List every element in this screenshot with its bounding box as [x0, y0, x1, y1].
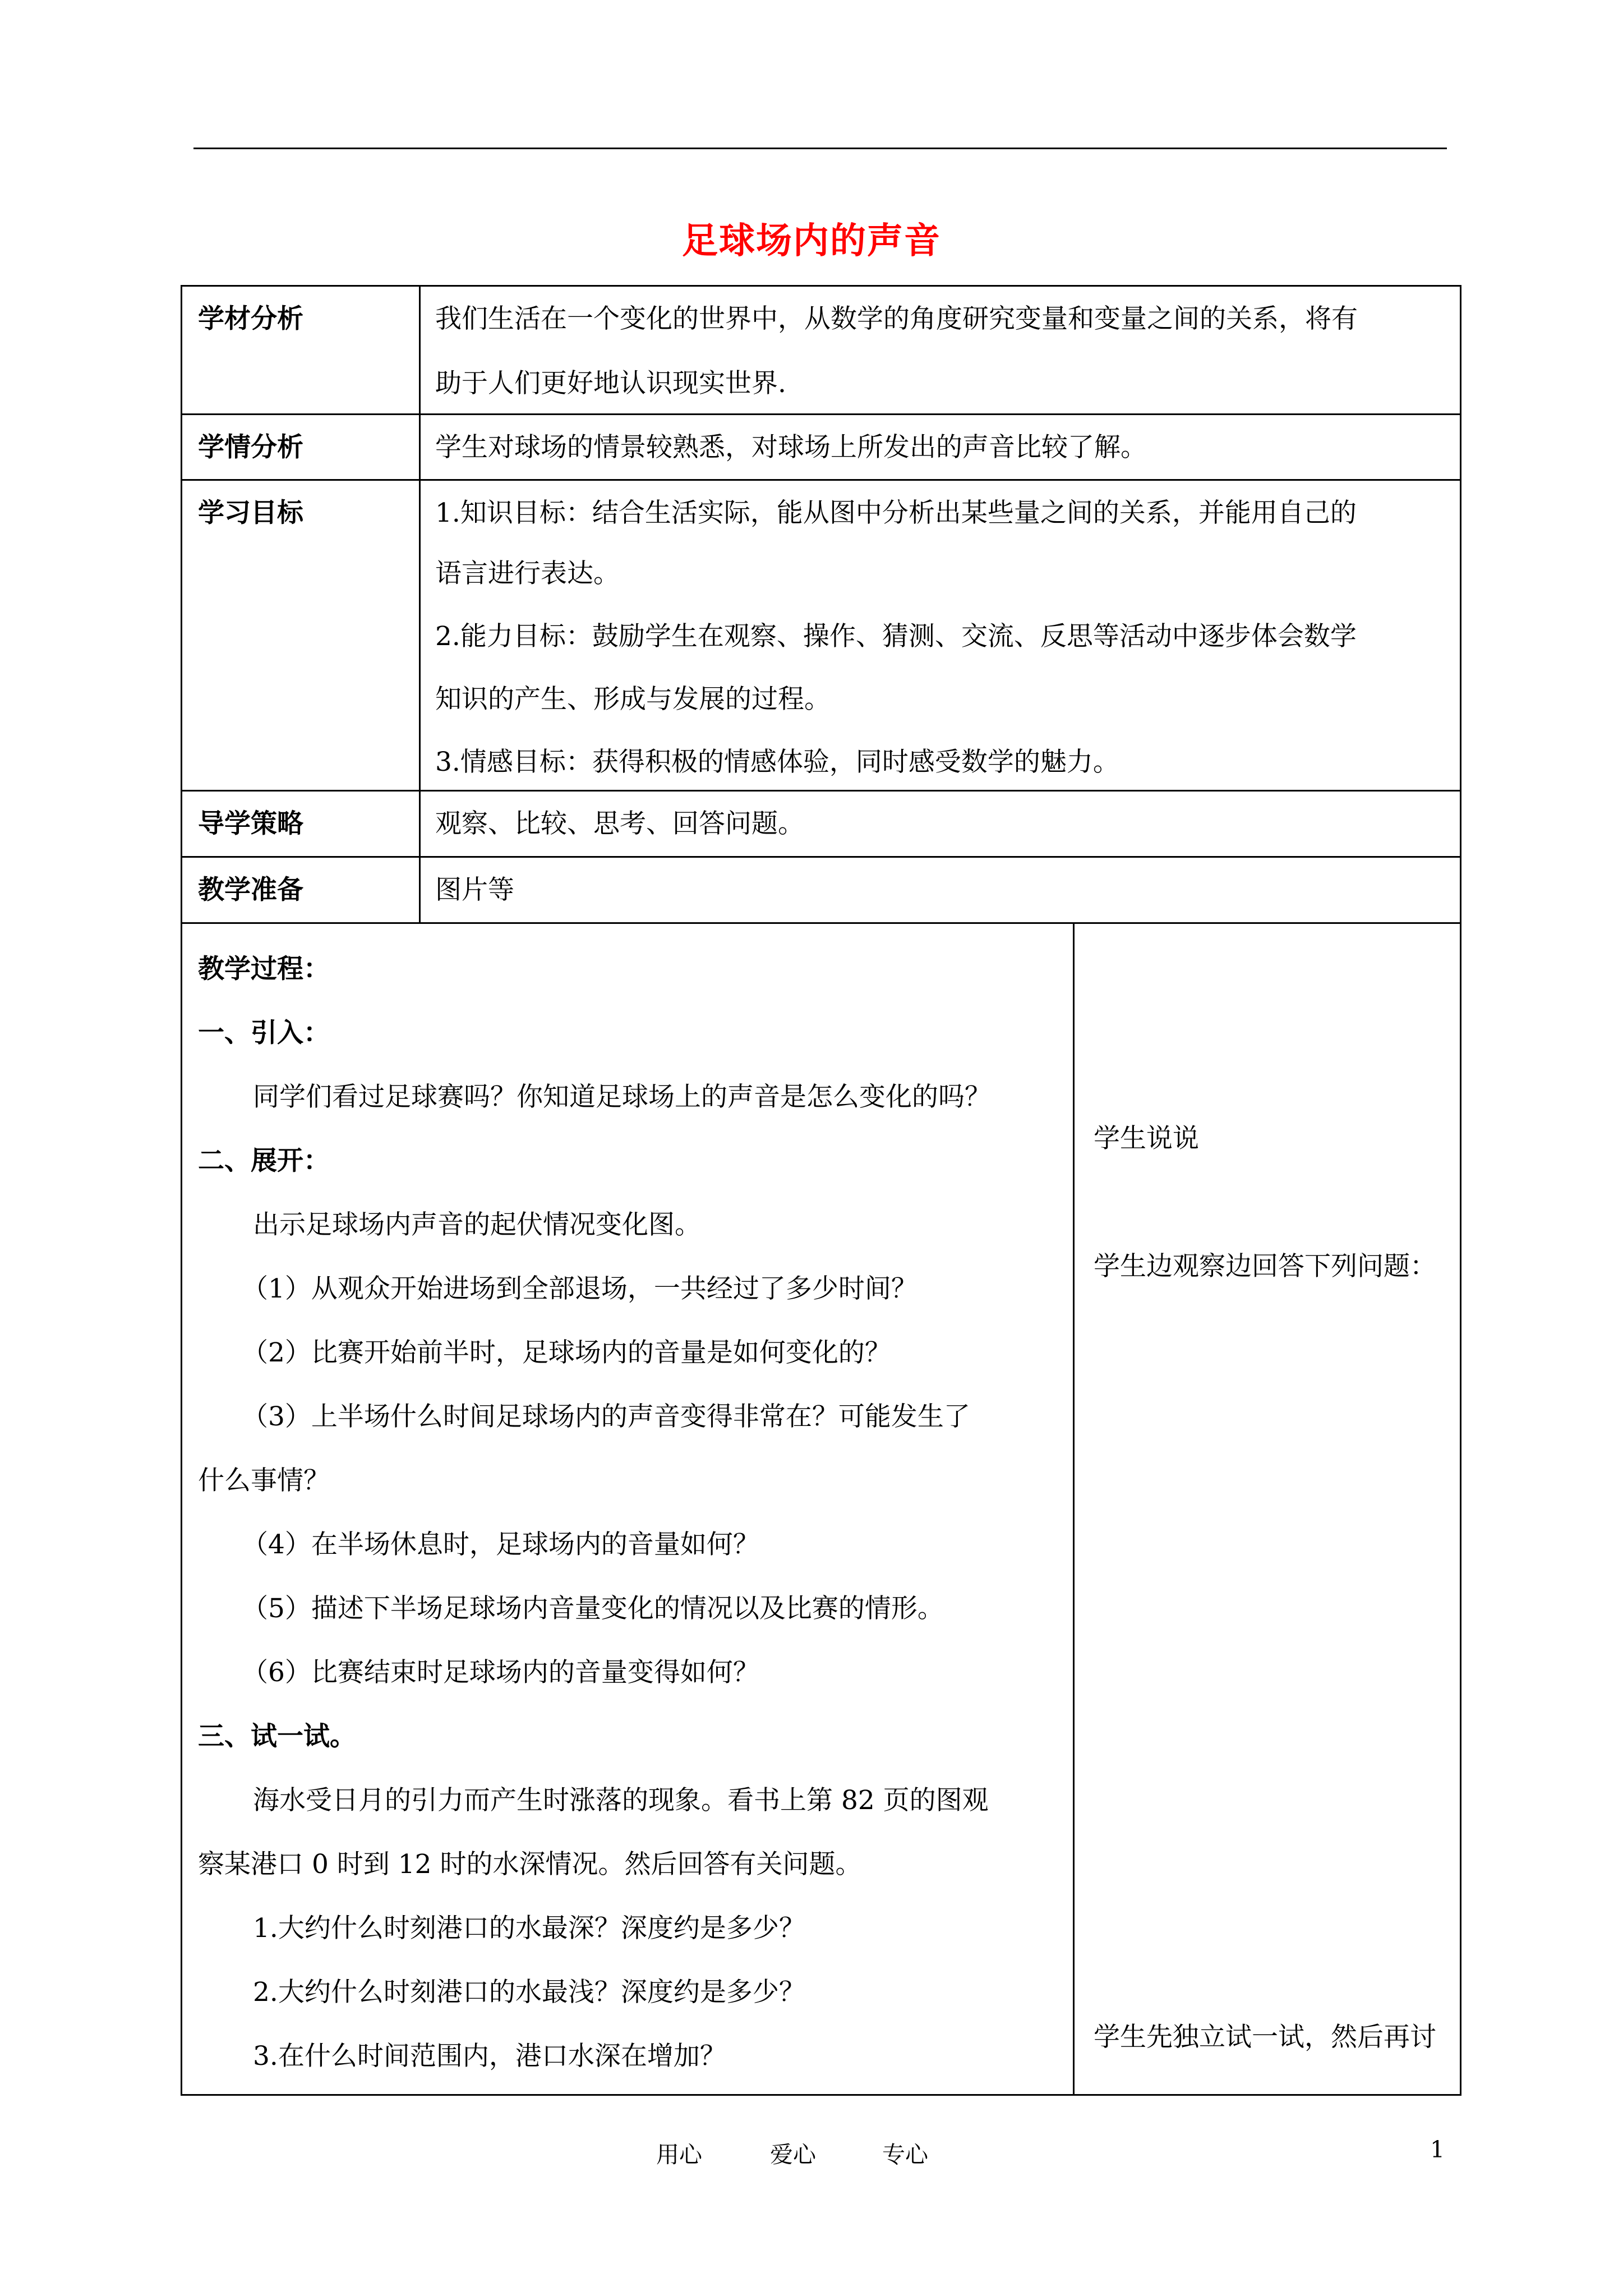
content-line: 3.情感目标：获得积极的情感体验，同时感受数学的魅力。: [435, 747, 1119, 777]
section-title: 三、试一试。: [198, 1721, 356, 1752]
footer-word: 用心: [656, 2141, 702, 2168]
question-item: （5）描述下半场足球场内音量变化的情况以及比赛的情形。: [242, 1593, 944, 1625]
paragraph: 同学们看过足球赛吗？你知道足球场上的声音是怎么变化的吗？: [253, 1082, 991, 1113]
document-title: 足球场内的声音: [682, 220, 941, 262]
row-label: 学习目标: [182, 480, 420, 791]
row-content: [420, 286, 1461, 415]
question-item: （4）在半场休息时，足球场内的音量如何？: [242, 1529, 759, 1561]
row-content: 学生对球场的情景较熟悉，对球场上所发出的声音比较了解。: [420, 415, 1461, 480]
task-item: 1.大约什么时刻港口的水最深？深度约是多少？: [253, 1913, 805, 1944]
content-line: 语言进行表达。: [435, 558, 620, 589]
paragraph: 出示足球场内声音的起伏情况变化图。: [253, 1209, 701, 1241]
row-content: 图片等: [420, 857, 1461, 923]
student-activity-cell: [1074, 923, 1461, 2095]
footer-word: 爱心: [770, 2141, 816, 2168]
content-line: 我们生活在一个变化的世界中，从数学的角度研究变量和变量之间的关系，将有: [435, 303, 1358, 334]
side-note: 学生先独立试一试，然后再讨: [1094, 2022, 1436, 2053]
process-heading: 教学过程：: [198, 954, 330, 985]
row-preparation: [182, 857, 1461, 923]
row-label: 教学准备: [182, 857, 420, 923]
footer-word: 专心: [882, 2141, 928, 2168]
row-label: 学情分析: [182, 415, 420, 480]
question-item-cont: 什么事情？: [198, 1465, 330, 1497]
row-content: [420, 480, 1461, 791]
question-item: （3）上半场什么时间足球场内的声音变得非常在？可能发生了: [242, 1401, 970, 1433]
paragraph: 海水受日月的引力而产生时涨落的现象。看书上第 82 页的图观: [253, 1785, 989, 1816]
content-line: 助于人们更好地认识现实世界.: [435, 368, 786, 399]
task-item: 2.大约什么时刻港口的水最浅？深度约是多少？: [253, 1977, 805, 2008]
row-strategy: [182, 791, 1461, 857]
side-note: 学生说说: [1094, 1123, 1199, 1154]
lesson-plan-table: [181, 285, 1461, 2096]
question-item: （2）比赛开始前半时，足球场内的音量是如何变化的？: [242, 1337, 891, 1369]
side-note: 学生边观察边回答下列问题：: [1094, 1251, 1436, 1282]
row-learner-analysis: [182, 415, 1461, 480]
row-learning-goals: [182, 480, 1461, 791]
row-label: 学材分析: [182, 286, 420, 415]
content-line: 知识的产生、形成与发展的过程。: [435, 684, 831, 715]
paragraph-cont: 察某港口 0 时到 12 时的水深情况。然后回答有关问题。: [198, 1849, 862, 1880]
task-item: 3.在什么时间范围内，港口水深在增加？: [253, 2041, 726, 2072]
process-cell: [182, 923, 1074, 2095]
question-item: （6）比赛结束时足球场内的音量变得如何？: [242, 1657, 759, 1688]
page-number: 1: [1430, 2136, 1445, 2163]
content-line: 2.能力目标：鼓励学生在观察、操作、猜测、交流、反思等活动中逐步体会数学: [435, 621, 1357, 652]
row-label: 导学策略: [182, 791, 420, 857]
row-content: 观察、比较、思考、回答问题。: [420, 791, 1461, 857]
question-item: （1）从观众开始进场到全部退场，一共经过了多少时间？: [242, 1273, 917, 1305]
content-line: 1.知识目标：结合生活实际，能从图中分析出某些量之间的关系，并能用自己的: [435, 498, 1357, 528]
row-material-analysis: [182, 286, 1461, 415]
row-teaching-process: [182, 923, 1461, 2095]
header-rule: [193, 148, 1447, 149]
section-title: 一、引入：: [198, 1018, 330, 1049]
section-title: 二、展开：: [198, 1145, 330, 1177]
